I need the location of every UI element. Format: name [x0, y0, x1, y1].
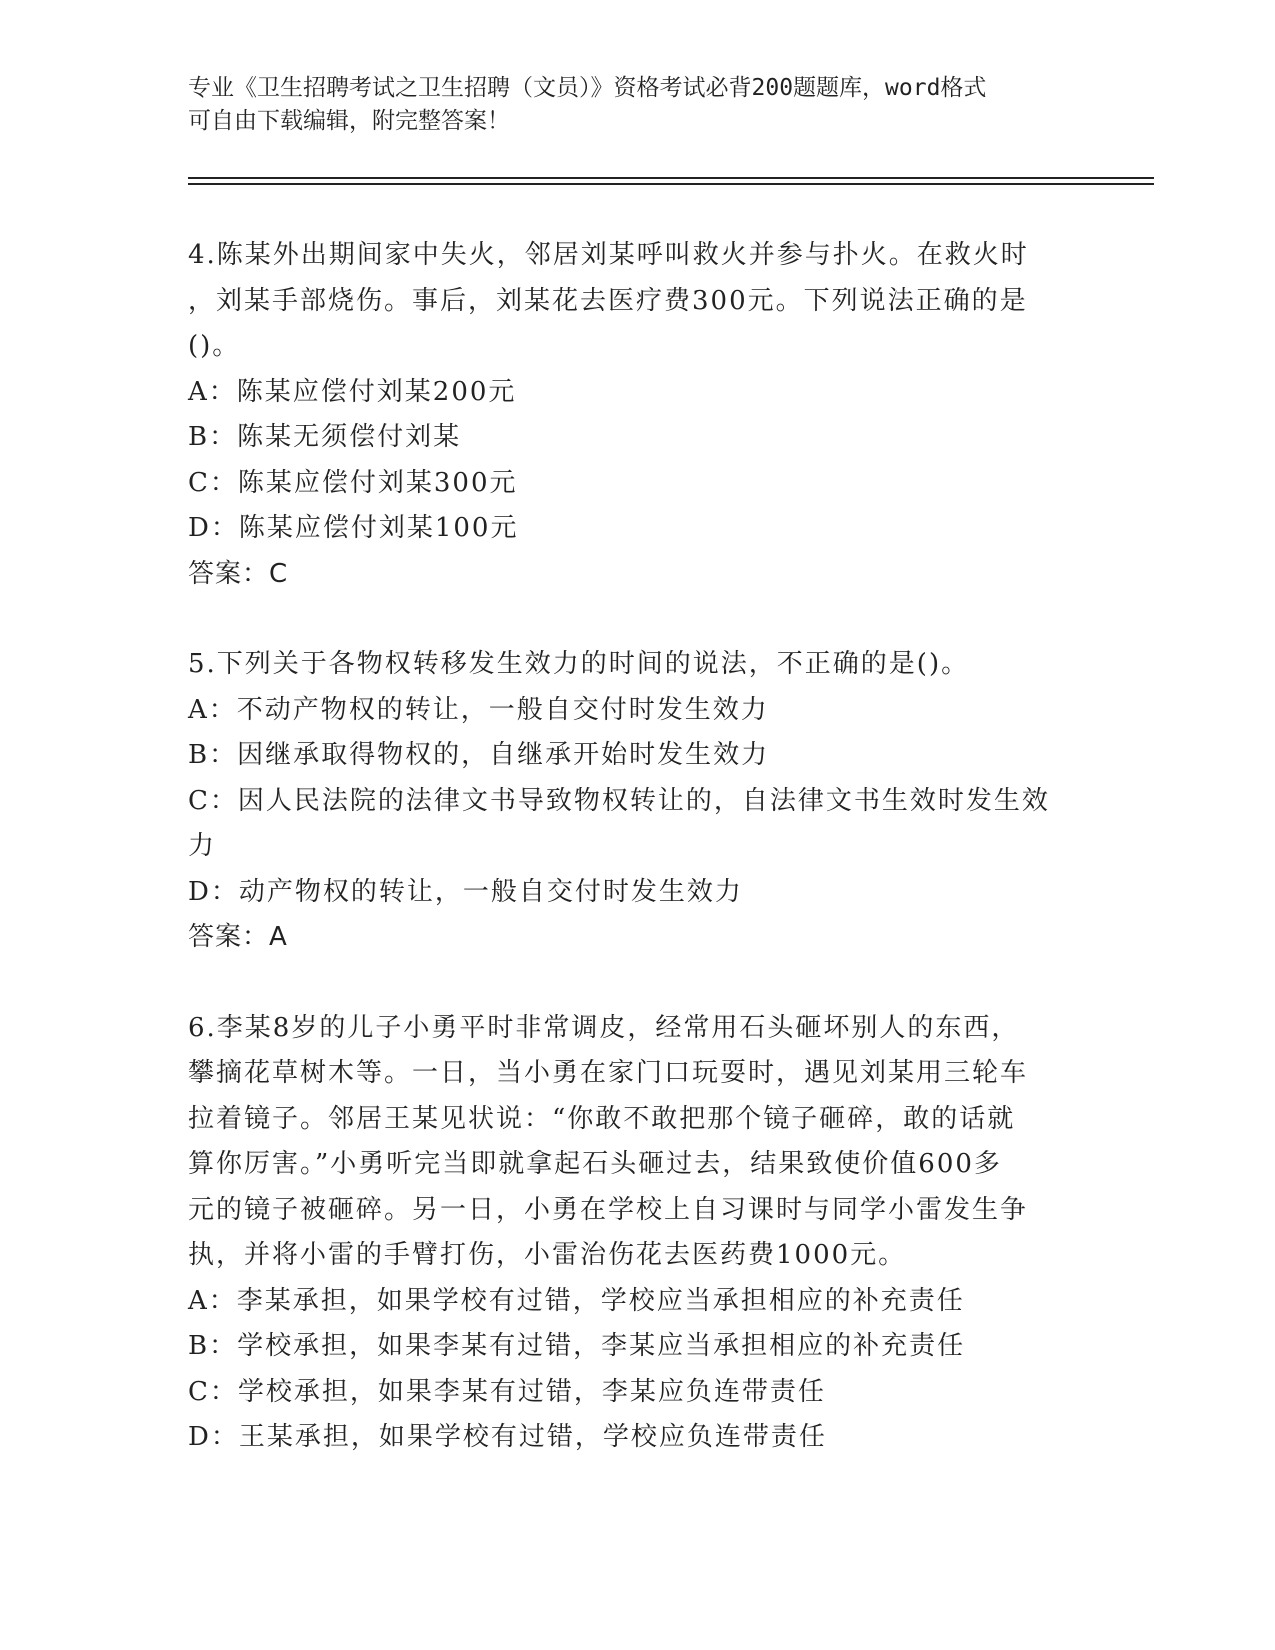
- answer: 答案：A: [188, 922, 288, 952]
- question-list: [188, 233, 1088, 1506]
- question-text: 攀摘花草树木等。一日，当小勇在家门口玩耍时，遇见刘某用三轮车: [188, 1058, 1029, 1088]
- option-d: D：动产物权的转让，一般自交付时发生效力: [188, 876, 743, 907]
- option-a: A：李某承担，如果学校有过错，学校应当承担相应的补充责任: [188, 1285, 965, 1316]
- question-text: 执，并将小雷的手臂打伤，小雷治伤花去医药费1000元。: [188, 1240, 907, 1270]
- question-text: ()。: [188, 331, 241, 361]
- question-text: 5.下列关于各物权转移发生效力的时间的说法，不正确的是()。: [188, 649, 970, 679]
- answer: 答案：C: [188, 558, 289, 589]
- option-b: B：因继承取得物权的，自继承开始时发生效力: [188, 740, 770, 770]
- option-c: C：因人民法院的法律文书导致物权转让的，自法律文书生效时发生效: [188, 785, 1050, 816]
- option-b: B：陈某无须偿付刘某: [188, 422, 462, 452]
- question-6: [188, 1006, 1088, 1461]
- option-b: B：学校承担，如果李某有过错，李某应当承担相应的补充责任: [188, 1331, 966, 1361]
- option-c-continued: 力: [188, 831, 217, 861]
- option-a: A：陈某应偿付刘某200元: [188, 376, 517, 407]
- option-c: C：学校承担，如果李某有过错，李某应负连带责任: [188, 1376, 826, 1407]
- question-5: [188, 642, 1088, 961]
- question-text: 4.陈某外出期间家中失火，邻居刘某呼叫救火并参与扑火。在救火时: [188, 240, 1029, 270]
- option-a: A：不动产物权的转让，一般自交付时发生效力: [188, 694, 769, 725]
- header-divider: [188, 183, 1154, 185]
- option-d: D：陈某应偿付刘某100元: [188, 513, 519, 543]
- header-divider: [188, 177, 1154, 179]
- header-line-2: 可自由下载编辑，附完整答案！: [188, 108, 510, 134]
- question-4: [188, 233, 1088, 597]
- question-text: 拉着镜子。邻居王某见状说：“你敢不敢把那个镜子砸碎，敢的话就: [188, 1103, 1016, 1134]
- question-text: 算你厉害。”小勇听完当即就拿起石头砸过去，结果致使价值600多: [188, 1149, 1002, 1179]
- option-c: C：陈某应偿付刘某300元: [188, 467, 518, 498]
- header-line-1: 专业《卫生招聘考试之卫生招聘（文员）》资格考试必背200题题库，word格式: [188, 75, 987, 101]
- document-header: [188, 72, 1088, 138]
- question-text: ，刘某手部烧伤。事后，刘某花去医疗费300元。下列说法正确的是: [188, 285, 1028, 316]
- question-text: 元的镜子被砸碎。另一日，小勇在学校上自习课时与同学小雷发生争: [188, 1194, 1029, 1225]
- option-d: D：王某承担，如果学校有过错，学校应负连带责任: [188, 1422, 827, 1452]
- question-text: 6.李某8岁的儿子小勇平时非常调皮，经常用石头砸坏别人的东西，: [188, 1012, 1020, 1043]
